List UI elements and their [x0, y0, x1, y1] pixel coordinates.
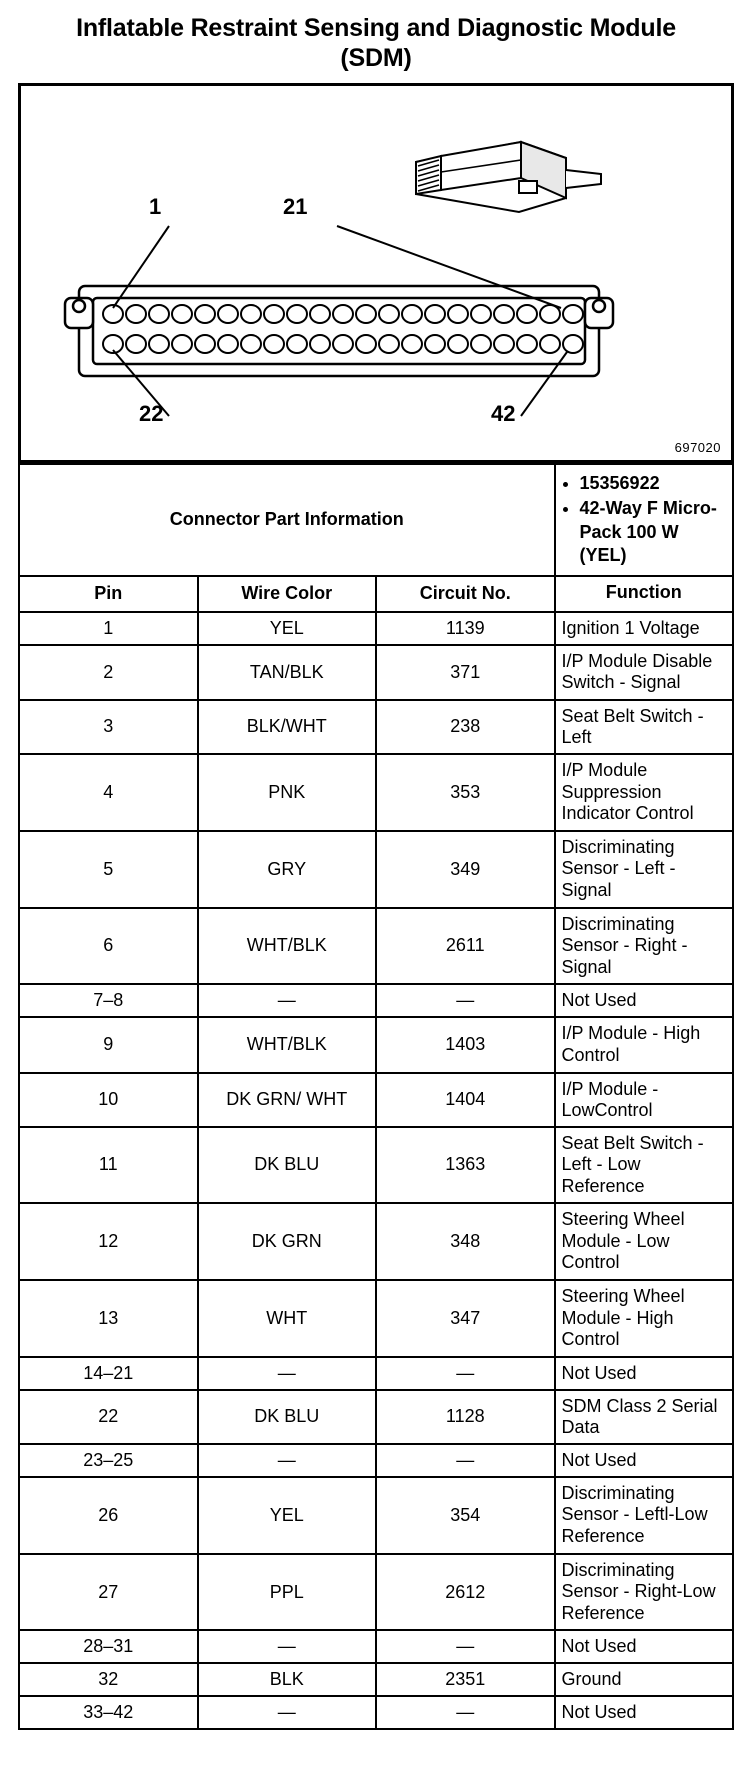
cell-function: Ground [555, 1663, 734, 1696]
cell-circuit: 1404 [376, 1073, 555, 1127]
page-title: Inflatable Restraint Sensing and Diagnostic Module (SDM) [76, 14, 676, 72]
connector-part-info-row [19, 464, 733, 576]
cell-circuit: — [376, 1357, 555, 1390]
cell-function: Discriminating Sensor - Leftl-Low Reference [555, 1477, 734, 1554]
cell-circuit: 348 [376, 1203, 555, 1280]
cell-wire-color: WHT/BLK [198, 908, 377, 985]
cell-pin: 2 [19, 645, 198, 700]
cell-function: Ignition 1 Voltage [555, 612, 734, 645]
cell-wire-color: TAN/BLK [198, 645, 377, 700]
cell-wire-color: WHT [198, 1280, 377, 1357]
connector-table [18, 463, 734, 1730]
cell-pin: 14–21 [19, 1357, 198, 1390]
callout-pin-1: 1 [149, 194, 162, 219]
cell-wire-color: DK BLU [198, 1390, 377, 1444]
cell-circuit: — [376, 1444, 555, 1477]
cell-circuit: 1128 [376, 1390, 555, 1444]
table-row [19, 1017, 733, 1072]
table-row [19, 754, 733, 831]
table-row [19, 1390, 733, 1444]
table-row [19, 1127, 733, 1204]
table-row [19, 1477, 733, 1554]
cell-function: Steering Wheel Module - Low Control [555, 1203, 734, 1280]
cell-function: Discriminating Sensor - Right-Low Reference [555, 1554, 734, 1631]
cell-wire-color: BLK/WHT [198, 700, 377, 754]
cell-wire-color: DK BLU [198, 1127, 377, 1204]
cell-function: Discriminating Sensor - Left - Signal [555, 831, 734, 908]
cell-function: Not Used [555, 1444, 734, 1477]
cell-circuit: 354 [376, 1477, 555, 1554]
cell-wire-color: — [198, 1444, 377, 1477]
cell-circuit: 1403 [376, 1017, 555, 1072]
cell-function: Steering Wheel Module - High Control [555, 1280, 734, 1357]
cell-pin: 10 [19, 1073, 198, 1127]
header-circuit-no: Circuit No. [376, 576, 555, 612]
cell-function: SDM Class 2 Serial Data [555, 1390, 734, 1444]
table-row [19, 700, 733, 754]
cell-pin: 12 [19, 1203, 198, 1280]
cell-pin: 32 [19, 1663, 198, 1696]
cell-circuit: 2612 [376, 1554, 555, 1631]
table-row [19, 831, 733, 908]
table-row [19, 612, 733, 645]
table-row [19, 1696, 733, 1729]
callout-pin-22: 22 [139, 401, 164, 426]
cell-function: I/P Module Disable Switch - Signal [555, 645, 734, 700]
table-row [19, 908, 733, 985]
cell-circuit: 1139 [376, 612, 555, 645]
cell-wire-color: YEL [198, 1477, 377, 1554]
table-row [19, 1554, 733, 1631]
part-number: • 15356922 [580, 472, 727, 495]
header-wire-color: Wire Color [198, 576, 377, 612]
cell-pin: 9 [19, 1017, 198, 1072]
cell-wire-color: DK GRN/ WHT [198, 1073, 377, 1127]
table-row [19, 1073, 733, 1127]
table-row [19, 1280, 733, 1357]
cell-function: I/P Module - High Control [555, 1017, 734, 1072]
cell-circuit: 371 [376, 645, 555, 700]
cell-function: I/P Module Suppression Indicator Control [555, 754, 734, 831]
connector-part-info-items [555, 464, 734, 576]
cell-function: Not Used [555, 1696, 734, 1729]
cell-function: Seat Belt Switch - Left [555, 700, 734, 754]
cell-pin: 22 [19, 1390, 198, 1444]
cell-circuit: 238 [376, 700, 555, 754]
cell-circuit: 2611 [376, 908, 555, 985]
cell-function: Seat Belt Switch - Left - Low Reference [555, 1127, 734, 1204]
cell-function: Not Used [555, 984, 734, 1017]
connector-drawing [21, 86, 713, 460]
cell-pin: 33–42 [19, 1696, 198, 1729]
cell-wire-color: DK GRN [198, 1203, 377, 1280]
table-row [19, 1357, 733, 1390]
cell-wire-color: YEL [198, 612, 377, 645]
cell-wire-color: — [198, 984, 377, 1017]
cell-pin: 26 [19, 1477, 198, 1554]
table-row [19, 1203, 733, 1280]
cell-circuit: 347 [376, 1280, 555, 1357]
cell-wire-color: GRY [198, 831, 377, 908]
cell-pin: 6 [19, 908, 198, 985]
cell-pin: 1 [19, 612, 198, 645]
header-pin: Pin [19, 576, 198, 612]
callout-pin-21: 21 [283, 194, 308, 219]
cell-function: Not Used [555, 1630, 734, 1663]
cell-wire-color: BLK [198, 1663, 377, 1696]
cell-wire-color: — [198, 1357, 377, 1390]
cell-wire-color: — [198, 1630, 377, 1663]
cell-pin: 13 [19, 1280, 198, 1357]
cell-function: I/P Module - LowControl [555, 1073, 734, 1127]
cell-wire-color: PNK [198, 754, 377, 831]
cell-pin: 5 [19, 831, 198, 908]
cell-pin: 23–25 [19, 1444, 198, 1477]
cell-wire-color: — [198, 1696, 377, 1729]
cell-circuit: — [376, 1696, 555, 1729]
table-row [19, 1444, 733, 1477]
cell-circuit: 2351 [376, 1663, 555, 1696]
table-row [19, 984, 733, 1017]
connector-illustration [18, 83, 734, 463]
header-function: Function [555, 576, 734, 612]
table-row [19, 1663, 733, 1696]
cell-circuit: 1363 [376, 1127, 555, 1204]
cell-function: Not Used [555, 1357, 734, 1390]
cell-circuit: — [376, 1630, 555, 1663]
cell-pin: 7–8 [19, 984, 198, 1017]
cell-pin: 4 [19, 754, 198, 831]
cell-pin: 3 [19, 700, 198, 754]
cell-circuit: 353 [376, 754, 555, 831]
cell-wire-color: PPL [198, 1554, 377, 1631]
connector-part-info-label: Connector Part Information [19, 464, 555, 576]
table-header-row [19, 576, 733, 612]
cell-wire-color: WHT/BLK [198, 1017, 377, 1072]
cell-pin: 11 [19, 1127, 198, 1204]
cell-circuit: 349 [376, 831, 555, 908]
cell-circuit: — [376, 984, 555, 1017]
callout-pin-42: 42 [491, 401, 516, 426]
figure-id: 697020 [674, 440, 721, 455]
table-row [19, 1630, 733, 1663]
cell-function: Discriminating Sensor - Right - Signal [555, 908, 734, 985]
cell-pin: 28–31 [19, 1630, 198, 1663]
table-row [19, 645, 733, 700]
cell-pin: 27 [19, 1554, 198, 1631]
part-description: • 42-Way F Micro-Pack 100 W (YEL) [580, 497, 727, 567]
